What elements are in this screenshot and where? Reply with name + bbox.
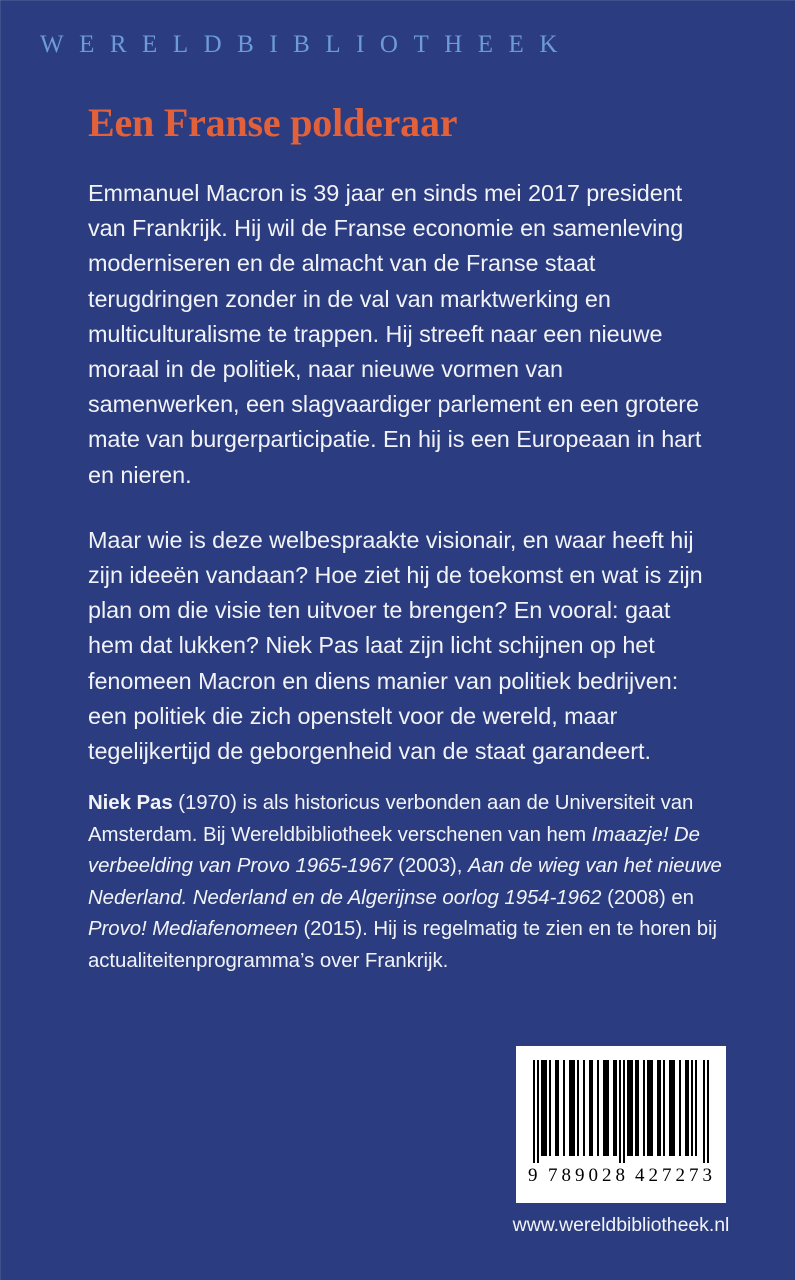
bio-work-title-1: Imaazje! De verbeelding van Provo 1965-1967 bbox=[88, 823, 700, 878]
barcode-digit: 0 bbox=[588, 1165, 598, 1186]
author-name: Niek Pas bbox=[88, 792, 173, 814]
barcode-digit: 2 bbox=[648, 1165, 658, 1186]
barcode-digit: 8 bbox=[615, 1165, 625, 1186]
barcode-digit: 7 bbox=[662, 1165, 672, 1186]
blurb-paragraph-1: Emmanuel Macron is 39 jaar en sinds mei 2017 president van Frankrijk. Hij wil de Franse economie en samenleving moderniseren en de almacht van de Franse staat terugdringen zonder in de val van marktwerking en multiculturalisme te trappen. Hij streeft naar een nieuwe moraal in de politiek, naar nieuwe vormen van samenwerken, een slagvaardiger parlement en een grotere mate van burgerparticipatie. En hij is een Europeaan in hart en nieren. bbox=[88, 180, 702, 488]
barcode-right-group bbox=[633, 1164, 714, 1188]
barcode-digit: 3 bbox=[702, 1165, 712, 1186]
barcode-digit: 9 bbox=[575, 1165, 585, 1186]
barcode-lead-digit: 9 bbox=[528, 1165, 538, 1186]
barcode-digit: 2 bbox=[602, 1165, 612, 1186]
blurb-paragraph-2: Maar wie is deze welbespraakte visionair, en waar heeft hij zijn ideeën vandaan? Hoe ziet hij de toekomst en wat is zijn plan om die visie ten uitvoer te brengen? En vooral: gaat hem dat lukken? Niek Pas laat zijn licht schijnen op het fenomeen Macron en diens manier van politiek bedrijven: een politiek die zich openstelt voor de wereld, maar tegelijkertijd de geborgenheid van de staat garandeert. bbox=[88, 526, 703, 765]
barcode-digit: 2 bbox=[675, 1165, 685, 1186]
author-bio bbox=[88, 788, 728, 978]
barcode-digit: 8 bbox=[561, 1165, 571, 1186]
barcode bbox=[516, 1046, 726, 1203]
bio-segment-3: (2008) en bbox=[601, 886, 694, 909]
bio-work-title-2: Aan de wieg van het nieuwe Nederland. Nederland en de Algerijnse oorlog 1954-1962 bbox=[88, 855, 722, 909]
publisher-wordmark: WERELDBIBLIOTHEEK bbox=[40, 31, 573, 58]
bio-segment-1: (1970) is als historicus verbonden aan de Universiteit van Amsterdam. Bij Wereldbibliotheek verschenen van hem bbox=[88, 792, 694, 846]
barcode-digits bbox=[528, 1164, 714, 1188]
bio-work-title-3: Provo! Mediafenomeen bbox=[88, 918, 298, 941]
bio-segment-4: (2015). Hij is regelmatig te zien en te horen bij actualiteitenprogramma’s over Frankrijk. bbox=[88, 918, 717, 972]
barcode-digit: 7 bbox=[689, 1165, 699, 1186]
barcode-left-group bbox=[546, 1164, 627, 1188]
barcode-digit: 7 bbox=[548, 1165, 558, 1186]
publisher-website: www.wereldbibliotheek.nl bbox=[512, 1214, 730, 1236]
blurb-text bbox=[88, 176, 713, 769]
author-bio-paragraph bbox=[88, 788, 728, 978]
book-title: Een Franse polderaar bbox=[88, 100, 458, 145]
bio-segment-2: (2003), bbox=[392, 855, 469, 878]
barcode-digit: 4 bbox=[635, 1165, 645, 1186]
barcode-bars bbox=[533, 1060, 709, 1163]
